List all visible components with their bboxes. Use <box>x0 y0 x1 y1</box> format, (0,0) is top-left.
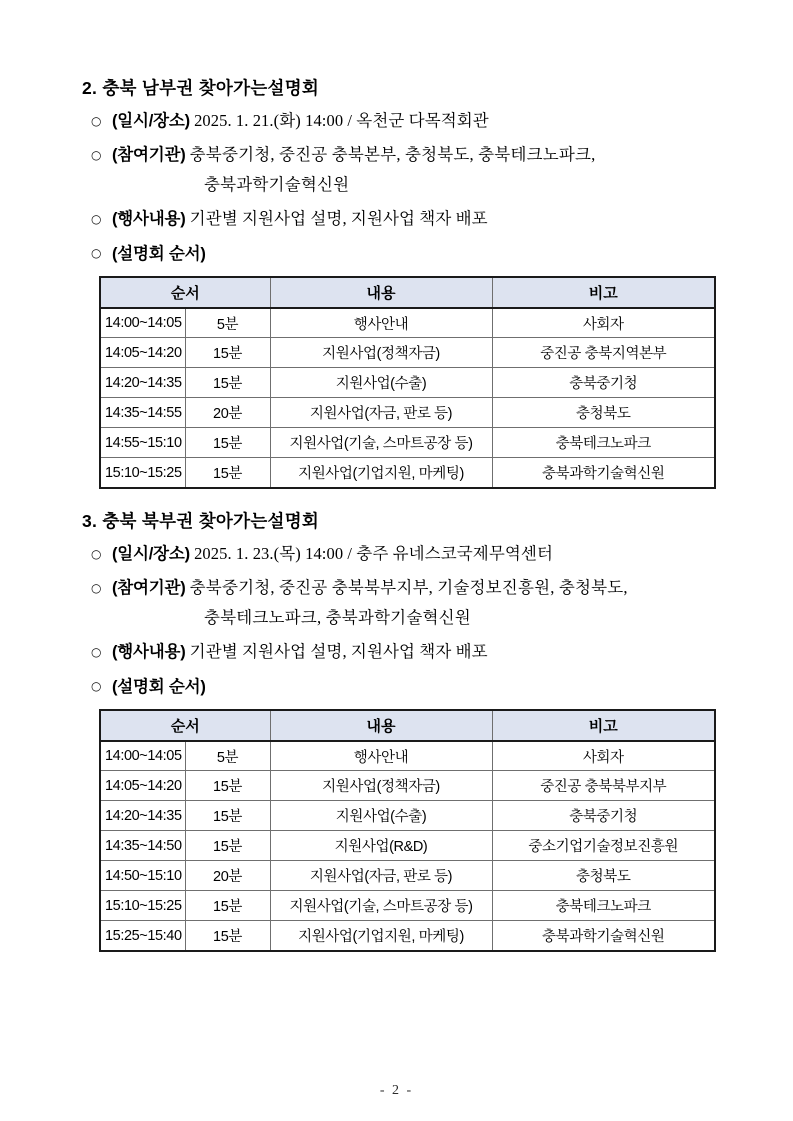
bullet-value-continued: 충북과학기술혁신원 <box>204 174 350 194</box>
bullet-body <box>112 573 721 633</box>
bullet-circle-icon: ○ <box>91 678 102 693</box>
cell-duration: 15분 <box>185 891 270 921</box>
table-row <box>100 891 715 921</box>
bullet-circle-icon: ○ <box>91 147 102 162</box>
bullet-label: (행사내용) <box>112 209 186 228</box>
cell-time: 14:20~14:35 <box>100 368 185 398</box>
agenda-table-head <box>100 277 715 308</box>
bullet-participating-orgs-s2 <box>82 140 721 200</box>
cell-remarks: 충청북도 <box>492 861 715 891</box>
cell-duration: 15분 <box>185 428 270 458</box>
bullet-agenda-title-s2 <box>82 238 721 270</box>
table-row <box>100 428 715 458</box>
cell-remarks: 사회자 <box>492 308 715 338</box>
section-south-region <box>82 78 721 489</box>
cell-content: 지원사업(R&D) <box>270 831 492 861</box>
cell-time: 14:05~14:20 <box>100 338 185 368</box>
bullet-label: (참여기관) <box>112 578 186 597</box>
cell-time: 14:05~14:20 <box>100 771 185 801</box>
cell-remarks: 충북테크노파크 <box>492 891 715 921</box>
cell-remarks: 중소기업기술정보진흥원 <box>492 831 715 861</box>
table-header-row <box>100 277 715 308</box>
bullet-label: (일시/장소) <box>112 111 190 130</box>
cell-time: 14:55~15:10 <box>100 428 185 458</box>
bullet-body <box>112 140 721 200</box>
page-title-section-3: 3. 충북 북부권 찾아가는설명회 <box>82 510 320 531</box>
cell-time: 15:25~15:40 <box>100 921 185 951</box>
cell-content: 지원사업(기업지원, 마케팅) <box>270 458 492 488</box>
bullet-label: (일시/장소) <box>112 544 190 563</box>
cell-content: 지원사업(기술, 스마트공장 등) <box>270 891 492 921</box>
bullet-body <box>112 539 721 569</box>
cell-remarks: 사회자 <box>492 741 715 771</box>
bullet-body <box>112 204 721 234</box>
cell-time: 14:35~14:55 <box>100 398 185 428</box>
cell-content: 행사안내 <box>270 308 492 338</box>
cell-time: 14:00~14:05 <box>100 741 185 771</box>
table-row <box>100 831 715 861</box>
cell-remarks: 충북중기청 <box>492 368 715 398</box>
bullet-body <box>112 238 721 270</box>
bullet-datetime-location-s3 <box>82 539 721 569</box>
cell-time: 14:00~14:05 <box>100 308 185 338</box>
table-row <box>100 801 715 831</box>
cell-time: 15:10~15:25 <box>100 891 185 921</box>
bullet-label: (행사내용) <box>112 642 186 661</box>
section-north-region <box>82 511 721 952</box>
table-row <box>100 458 715 488</box>
bullet-circle-icon: ○ <box>91 546 102 561</box>
cell-duration: 5분 <box>185 741 270 771</box>
cell-duration: 15분 <box>185 921 270 951</box>
cell-duration: 20분 <box>185 398 270 428</box>
agenda-table-s2 <box>99 276 716 489</box>
section-spacer <box>82 489 721 511</box>
bullet-event-contents-s3 <box>82 637 721 667</box>
cell-content: 지원사업(자금, 판로 등) <box>270 398 492 428</box>
bullet-value: 충북중기청, 중진공 충북본부, 충청북도, 충북테크노파크, <box>189 144 596 164</box>
bullet-circle-icon: ○ <box>91 113 102 128</box>
cell-duration: 15분 <box>185 338 270 368</box>
bullet-circle-icon: ○ <box>91 245 102 260</box>
bullet-value: 2025. 1. 23.(목) 14:00 / 충주 유네스코국제무역센터 <box>194 543 554 563</box>
bullet-value-continued: 충북테크노파크, 충북과학기술혁신원 <box>204 607 471 627</box>
column-header-order: 순서 <box>100 710 270 741</box>
table-row <box>100 308 715 338</box>
agenda-table-s3 <box>99 709 716 952</box>
column-header-remarks: 비고 <box>492 277 715 308</box>
column-header-content: 내용 <box>270 710 492 741</box>
bullet-value: 기관별 지원사업 설명, 지원사업 책자 배포 <box>189 641 488 661</box>
bullet-agenda-title-s3 <box>82 671 721 703</box>
cell-content: 지원사업(수출) <box>270 801 492 831</box>
cell-duration: 15분 <box>185 831 270 861</box>
cell-time: 14:20~14:35 <box>100 801 185 831</box>
cell-content: 지원사업(정책자금) <box>270 771 492 801</box>
table-header-row <box>100 710 715 741</box>
bullet-label: (설명회 순서) <box>112 677 206 696</box>
table-row <box>100 861 715 891</box>
cell-remarks: 충북과학기술혁신원 <box>492 921 715 951</box>
cell-time: 14:50~15:10 <box>100 861 185 891</box>
bullet-body <box>112 637 721 667</box>
agenda-table-head <box>100 710 715 741</box>
cell-duration: 15분 <box>185 771 270 801</box>
table-row <box>100 368 715 398</box>
bullet-label: (설명회 순서) <box>112 244 206 263</box>
cell-remarks: 충북중기청 <box>492 801 715 831</box>
cell-time: 15:10~15:25 <box>100 458 185 488</box>
cell-duration: 5분 <box>185 308 270 338</box>
bullet-value: 충북중기청, 중진공 충북북부지부, 기술정보진흥원, 충청북도, <box>189 577 628 597</box>
cell-content: 행사안내 <box>270 741 492 771</box>
cell-content: 지원사업(수출) <box>270 368 492 398</box>
cell-time: 14:35~14:50 <box>100 831 185 861</box>
cell-duration: 15분 <box>185 801 270 831</box>
bullet-value: 기관별 지원사업 설명, 지원사업 책자 배포 <box>189 208 488 228</box>
page-number-footer: - 2 - <box>379 1083 414 1098</box>
agenda-table-body-s2 <box>100 308 715 488</box>
column-header-content: 내용 <box>270 277 492 308</box>
table-row <box>100 771 715 801</box>
column-header-remarks: 비고 <box>492 710 715 741</box>
cell-remarks: 충북과학기술혁신원 <box>492 458 715 488</box>
bullet-circle-icon: ○ <box>91 580 102 595</box>
bullet-body <box>112 671 721 703</box>
column-header-order: 순서 <box>100 277 270 308</box>
cell-content: 지원사업(자금, 판로 등) <box>270 861 492 891</box>
bullet-label: (참여기관) <box>112 145 186 164</box>
cell-remarks: 중진공 충북지역본부 <box>492 338 715 368</box>
cell-content: 지원사업(기업지원, 마케팅) <box>270 921 492 951</box>
cell-remarks: 중진공 충북북부지부 <box>492 771 715 801</box>
bullet-body <box>112 106 721 136</box>
cell-duration: 15분 <box>185 368 270 398</box>
agenda-table-wrapper-s3 <box>99 709 721 952</box>
cell-duration: 20분 <box>185 861 270 891</box>
table-row <box>100 741 715 771</box>
bullet-participating-orgs-s3 <box>82 573 721 633</box>
cell-remarks: 충청북도 <box>492 398 715 428</box>
table-row <box>100 338 715 368</box>
bullet-event-contents-s2 <box>82 204 721 234</box>
cell-duration: 15분 <box>185 458 270 488</box>
cell-remarks: 충북테크노파크 <box>492 428 715 458</box>
agenda-table-body-s3 <box>100 741 715 951</box>
page-title-section-2: 2. 충북 남부권 찾아가는설명회 <box>82 78 320 98</box>
bullet-datetime-location-s2 <box>82 106 721 136</box>
bullet-value: 2025. 1. 21.(화) 14:00 / 옥천군 다목적회관 <box>194 110 489 130</box>
agenda-table-wrapper-s2 <box>99 276 721 489</box>
table-row <box>100 398 715 428</box>
table-row <box>100 921 715 951</box>
cell-content: 지원사업(정책자금) <box>270 338 492 368</box>
bullet-circle-icon: ○ <box>91 211 102 226</box>
cell-content: 지원사업(기술, 스마트공장 등) <box>270 428 492 458</box>
bullet-circle-icon: ○ <box>91 644 102 659</box>
